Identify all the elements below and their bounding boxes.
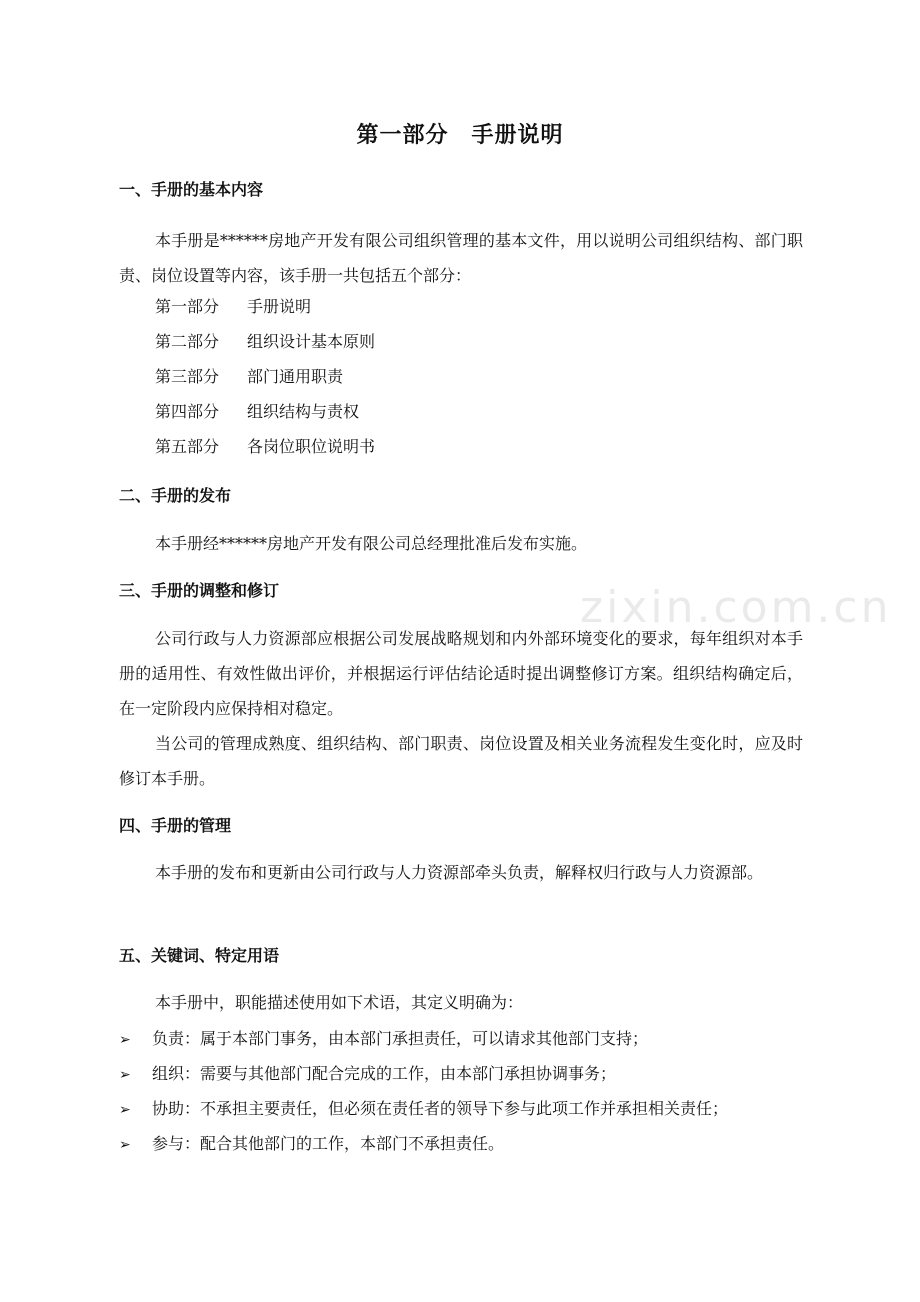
- toc-part-name: 部门通用职责: [247, 367, 344, 386]
- toc-part-label: 第五部分: [155, 437, 220, 456]
- section-3-paragraph-2: 当公司的管理成熟度、组织结构、部门职责、岗位设置及相关业务流程发生变化时，应及时修订本手册。: [119, 734, 803, 788]
- arrow-bullet-icon: ➢: [119, 1102, 131, 1118]
- term-text: 协助：不承担主要责任，但必须在责任者的领导下参与此项工作并承担相关责任；: [152, 1099, 729, 1118]
- term-item-4: [119, 1132, 504, 1157]
- toc-part-label: 第一部分: [155, 297, 220, 316]
- section-3-paragraph-1: 公司行政与人力资源部应根据公司发展战略规划和内外部环境变化的要求，每年组织对本手册的适用性、有效性做出评价，并根据运行评估结论适时提出调整修订方案。组织结构确定后，在一定阶段内应保持相对稳定。: [119, 629, 803, 718]
- term-item-1: [119, 1027, 648, 1052]
- term-item-3: [119, 1097, 728, 1122]
- arrow-bullet-icon: ➢: [119, 1067, 131, 1083]
- toc-item-5: [155, 435, 375, 459]
- toc-part-label: 第三部分: [155, 367, 220, 386]
- section-3-heading: 三、手册的调整和修订: [119, 581, 280, 600]
- toc-item-2: [155, 330, 375, 354]
- watermark: zixin.com.cn: [580, 582, 892, 633]
- toc-part-label: 第四部分: [155, 402, 220, 421]
- toc-part-label: 第二部分: [155, 332, 220, 351]
- section-2-heading: 二、手册的发布: [119, 486, 232, 505]
- page-title: 第一部分 手册说明: [356, 123, 564, 148]
- toc-item-1: [155, 295, 311, 319]
- arrow-bullet-icon: ➢: [119, 1032, 131, 1048]
- toc-item-4: [155, 400, 359, 424]
- section-5-heading: 五、关键词、特定用语: [119, 946, 280, 965]
- section-4-paragraph: 本手册的发布和更新由公司行政与人力资源部牵头负责，解释权归行政与人力资源部。: [155, 863, 764, 882]
- toc-part-name: 各岗位职位说明书: [247, 437, 376, 456]
- toc-part-name: 手册说明: [247, 297, 312, 316]
- section-1-heading: 一、手册的基本内容: [119, 180, 264, 199]
- toc-item-3: [155, 365, 343, 389]
- term-text: 组织：需要与其他部门配合完成的工作，由本部门承担协调事务；: [152, 1064, 617, 1083]
- arrow-bullet-icon: ➢: [119, 1137, 131, 1153]
- term-text: 负责：属于本部门事务，由本部门承担责任，可以请求其他部门支持；: [152, 1029, 649, 1048]
- section-2-paragraph: 本手册经******房地产开发有限公司总经理批准后发布实施。: [155, 534, 588, 553]
- section-4-heading: 四、手册的管理: [119, 816, 232, 835]
- section-5-intro: 本手册中，职能描述使用如下术语，其定义明确为：: [155, 993, 524, 1012]
- section-1-paragraph: 本手册是******房地产开发有限公司组织管理的基本文件，用以说明公司组织结构、部门职责、岗位设置等内容，该手册一共包括五个部分：: [119, 231, 803, 285]
- toc-part-name: 组织结构与责权: [247, 402, 360, 421]
- toc-part-name: 组织设计基本原则: [247, 332, 376, 351]
- term-item-2: [119, 1062, 616, 1087]
- term-text: 参与：配合其他部门的工作，本部门不承担责任。: [152, 1134, 505, 1153]
